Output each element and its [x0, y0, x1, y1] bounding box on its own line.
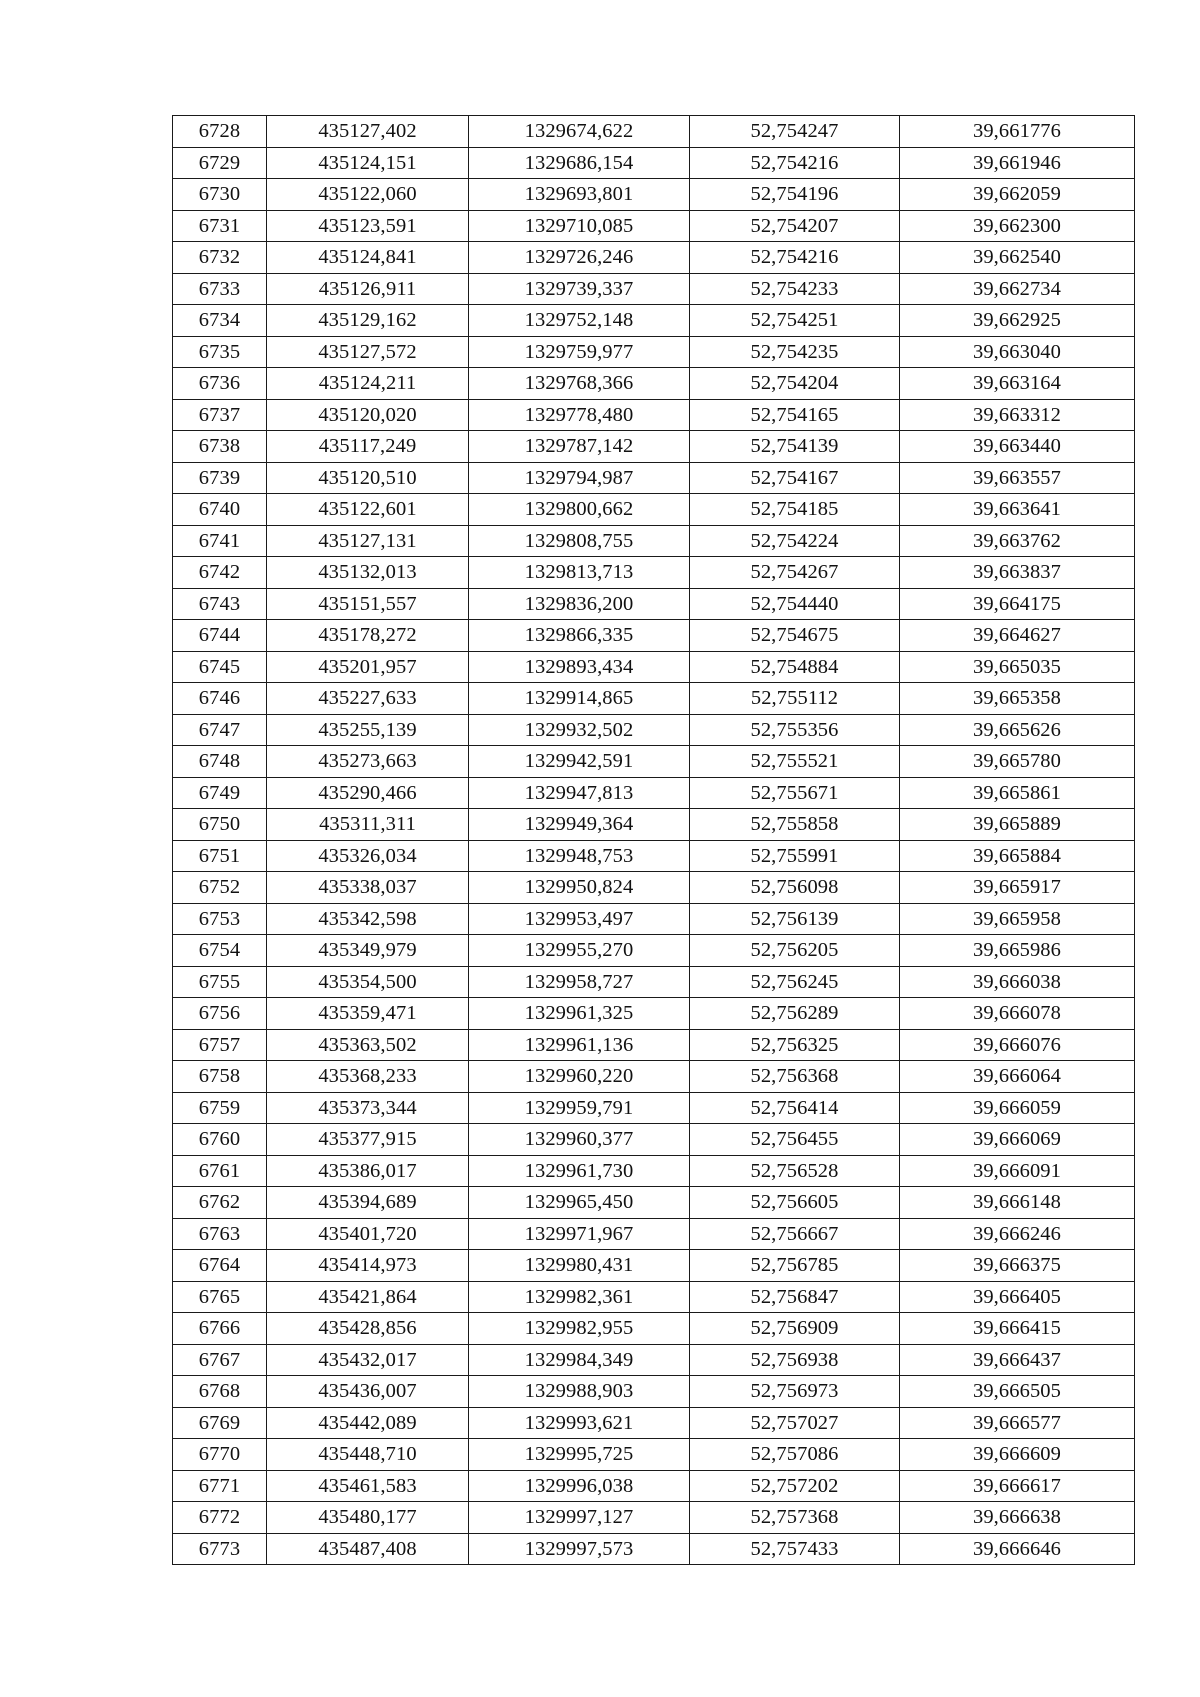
point-number-cell: 6751 [173, 840, 267, 872]
x-coordinate-cell: 435421,864 [267, 1281, 469, 1313]
y-coordinate-cell: 1329808,755 [469, 525, 690, 557]
latitude-cell: 52,756205 [690, 935, 900, 967]
longitude-cell: 39,666246 [900, 1218, 1135, 1250]
y-coordinate-cell: 1329996,038 [469, 1470, 690, 1502]
table-row [173, 872, 1135, 904]
latitude-cell: 52,757433 [690, 1533, 900, 1565]
y-coordinate-cell: 1329997,573 [469, 1533, 690, 1565]
table-row [173, 588, 1135, 620]
y-coordinate-cell: 1329965,450 [469, 1187, 690, 1219]
latitude-cell: 52,754224 [690, 525, 900, 557]
point-number-cell: 6742 [173, 557, 267, 589]
y-coordinate-cell: 1329866,335 [469, 620, 690, 652]
point-number-cell: 6764 [173, 1250, 267, 1282]
x-coordinate-cell: 435377,915 [267, 1124, 469, 1156]
longitude-cell: 39,663164 [900, 368, 1135, 400]
x-coordinate-cell: 435151,557 [267, 588, 469, 620]
longitude-cell: 39,663837 [900, 557, 1135, 589]
latitude-cell: 52,756528 [690, 1155, 900, 1187]
x-coordinate-cell: 435127,572 [267, 336, 469, 368]
y-coordinate-cell: 1329980,431 [469, 1250, 690, 1282]
table-row [173, 1092, 1135, 1124]
longitude-cell: 39,664627 [900, 620, 1135, 652]
table-row [173, 683, 1135, 715]
point-number-cell: 6729 [173, 147, 267, 179]
y-coordinate-cell: 1329961,325 [469, 998, 690, 1030]
latitude-cell: 52,754167 [690, 462, 900, 494]
table-row [173, 210, 1135, 242]
point-number-cell: 6749 [173, 777, 267, 809]
x-coordinate-cell: 435487,408 [267, 1533, 469, 1565]
latitude-cell: 52,754207 [690, 210, 900, 242]
latitude-cell: 52,755671 [690, 777, 900, 809]
longitude-cell: 39,666059 [900, 1092, 1135, 1124]
y-coordinate-cell: 1329960,220 [469, 1061, 690, 1093]
y-coordinate-cell: 1329955,270 [469, 935, 690, 967]
latitude-cell: 52,757086 [690, 1439, 900, 1471]
y-coordinate-cell: 1329836,200 [469, 588, 690, 620]
x-coordinate-cell: 435394,689 [267, 1187, 469, 1219]
point-number-cell: 6746 [173, 683, 267, 715]
point-number-cell: 6748 [173, 746, 267, 778]
longitude-cell: 39,663557 [900, 462, 1135, 494]
x-coordinate-cell: 435359,471 [267, 998, 469, 1030]
longitude-cell: 39,666076 [900, 1029, 1135, 1061]
point-number-cell: 6755 [173, 966, 267, 998]
y-coordinate-cell: 1329710,085 [469, 210, 690, 242]
point-number-cell: 6728 [173, 116, 267, 148]
longitude-cell: 39,663641 [900, 494, 1135, 526]
x-coordinate-cell: 435120,020 [267, 399, 469, 431]
latitude-cell: 52,754440 [690, 588, 900, 620]
latitude-cell: 52,756368 [690, 1061, 900, 1093]
point-number-cell: 6757 [173, 1029, 267, 1061]
point-number-cell: 6741 [173, 525, 267, 557]
longitude-cell: 39,666609 [900, 1439, 1135, 1471]
point-number-cell: 6750 [173, 809, 267, 841]
longitude-cell: 39,666505 [900, 1376, 1135, 1408]
y-coordinate-cell: 1329959,791 [469, 1092, 690, 1124]
latitude-cell: 52,755112 [690, 683, 900, 715]
latitude-cell: 52,756973 [690, 1376, 900, 1408]
longitude-cell: 39,665780 [900, 746, 1135, 778]
table-row [173, 966, 1135, 998]
y-coordinate-cell: 1329948,753 [469, 840, 690, 872]
x-coordinate-cell: 435442,089 [267, 1407, 469, 1439]
table-row [173, 1407, 1135, 1439]
point-number-cell: 6745 [173, 651, 267, 683]
point-number-cell: 6773 [173, 1533, 267, 1565]
table-row [173, 620, 1135, 652]
y-coordinate-cell: 1329914,865 [469, 683, 690, 715]
y-coordinate-cell: 1329942,591 [469, 746, 690, 778]
table-row [173, 1061, 1135, 1093]
latitude-cell: 52,754165 [690, 399, 900, 431]
latitude-cell: 52,756667 [690, 1218, 900, 1250]
latitude-cell: 52,754235 [690, 336, 900, 368]
y-coordinate-cell: 1329993,621 [469, 1407, 690, 1439]
x-coordinate-cell: 435124,211 [267, 368, 469, 400]
latitude-cell: 52,756909 [690, 1313, 900, 1345]
latitude-cell: 52,754204 [690, 368, 900, 400]
table-row [173, 809, 1135, 841]
y-coordinate-cell: 1329794,987 [469, 462, 690, 494]
x-coordinate-cell: 435349,979 [267, 935, 469, 967]
longitude-cell: 39,661946 [900, 147, 1135, 179]
table-row [173, 494, 1135, 526]
latitude-cell: 52,754216 [690, 147, 900, 179]
point-number-cell: 6772 [173, 1502, 267, 1534]
table-row [173, 651, 1135, 683]
table-row [173, 777, 1135, 809]
y-coordinate-cell: 1329950,824 [469, 872, 690, 904]
table-row [173, 1155, 1135, 1187]
x-coordinate-cell: 435126,911 [267, 273, 469, 305]
table-row [173, 305, 1135, 337]
longitude-cell: 39,665986 [900, 935, 1135, 967]
latitude-cell: 52,756098 [690, 872, 900, 904]
table-row [173, 368, 1135, 400]
y-coordinate-cell: 1329778,480 [469, 399, 690, 431]
point-number-cell: 6756 [173, 998, 267, 1030]
longitude-cell: 39,662059 [900, 179, 1135, 211]
point-number-cell: 6737 [173, 399, 267, 431]
y-coordinate-cell: 1329768,366 [469, 368, 690, 400]
table-row [173, 147, 1135, 179]
x-coordinate-cell: 435120,510 [267, 462, 469, 494]
x-coordinate-cell: 435342,598 [267, 903, 469, 935]
x-coordinate-cell: 435311,311 [267, 809, 469, 841]
x-coordinate-cell: 435363,502 [267, 1029, 469, 1061]
table-row [173, 557, 1135, 589]
point-number-cell: 6759 [173, 1092, 267, 1124]
x-coordinate-cell: 435124,151 [267, 147, 469, 179]
table-row [173, 1250, 1135, 1282]
longitude-cell: 39,662300 [900, 210, 1135, 242]
x-coordinate-cell: 435401,720 [267, 1218, 469, 1250]
latitude-cell: 52,756139 [690, 903, 900, 935]
table-row [173, 1533, 1135, 1565]
y-coordinate-cell: 1329932,502 [469, 714, 690, 746]
y-coordinate-cell: 1329961,136 [469, 1029, 690, 1061]
point-number-cell: 6753 [173, 903, 267, 935]
point-number-cell: 6752 [173, 872, 267, 904]
longitude-cell: 39,666415 [900, 1313, 1135, 1345]
x-coordinate-cell: 435117,249 [267, 431, 469, 463]
table-row [173, 431, 1135, 463]
longitude-cell: 39,665958 [900, 903, 1135, 935]
point-number-cell: 6731 [173, 210, 267, 242]
y-coordinate-cell: 1329813,713 [469, 557, 690, 589]
longitude-cell: 39,666638 [900, 1502, 1135, 1534]
x-coordinate-cell: 435123,591 [267, 210, 469, 242]
table-row [173, 336, 1135, 368]
latitude-cell: 52,754267 [690, 557, 900, 589]
latitude-cell: 52,757027 [690, 1407, 900, 1439]
x-coordinate-cell: 435129,162 [267, 305, 469, 337]
table-row [173, 1187, 1135, 1219]
x-coordinate-cell: 435127,131 [267, 525, 469, 557]
latitude-cell: 52,754233 [690, 273, 900, 305]
point-number-cell: 6761 [173, 1155, 267, 1187]
x-coordinate-cell: 435448,710 [267, 1439, 469, 1471]
latitude-cell: 52,757202 [690, 1470, 900, 1502]
table-row [173, 1124, 1135, 1156]
table-row [173, 1218, 1135, 1250]
point-number-cell: 6730 [173, 179, 267, 211]
y-coordinate-cell: 1329958,727 [469, 966, 690, 998]
x-coordinate-cell: 435480,177 [267, 1502, 469, 1534]
x-coordinate-cell: 435178,272 [267, 620, 469, 652]
y-coordinate-cell: 1329726,246 [469, 242, 690, 274]
x-coordinate-cell: 435436,007 [267, 1376, 469, 1408]
table-row [173, 273, 1135, 305]
point-number-cell: 6771 [173, 1470, 267, 1502]
longitude-cell: 39,663312 [900, 399, 1135, 431]
longitude-cell: 39,666617 [900, 1470, 1135, 1502]
longitude-cell: 39,662925 [900, 305, 1135, 337]
x-coordinate-cell: 435428,856 [267, 1313, 469, 1345]
point-number-cell: 6767 [173, 1344, 267, 1376]
y-coordinate-cell: 1329995,725 [469, 1439, 690, 1471]
point-number-cell: 6769 [173, 1407, 267, 1439]
x-coordinate-cell: 435386,017 [267, 1155, 469, 1187]
y-coordinate-cell: 1329693,801 [469, 179, 690, 211]
y-coordinate-cell: 1329997,127 [469, 1502, 690, 1534]
x-coordinate-cell: 435368,233 [267, 1061, 469, 1093]
y-coordinate-cell: 1329752,148 [469, 305, 690, 337]
x-coordinate-cell: 435373,344 [267, 1092, 469, 1124]
longitude-cell: 39,662734 [900, 273, 1135, 305]
longitude-cell: 39,666091 [900, 1155, 1135, 1187]
latitude-cell: 52,757368 [690, 1502, 900, 1534]
latitude-cell: 52,756785 [690, 1250, 900, 1282]
point-number-cell: 6760 [173, 1124, 267, 1156]
y-coordinate-cell: 1329960,377 [469, 1124, 690, 1156]
x-coordinate-cell: 435122,060 [267, 179, 469, 211]
point-number-cell: 6739 [173, 462, 267, 494]
point-number-cell: 6765 [173, 1281, 267, 1313]
table-row [173, 1376, 1135, 1408]
y-coordinate-cell: 1329947,813 [469, 777, 690, 809]
latitude-cell: 52,756245 [690, 966, 900, 998]
table-row [173, 1344, 1135, 1376]
y-coordinate-cell: 1329893,434 [469, 651, 690, 683]
point-number-cell: 6768 [173, 1376, 267, 1408]
latitude-cell: 52,754247 [690, 116, 900, 148]
latitude-cell: 52,755521 [690, 746, 900, 778]
longitude-cell: 39,666437 [900, 1344, 1135, 1376]
x-coordinate-cell: 435290,466 [267, 777, 469, 809]
table-row [173, 903, 1135, 935]
x-coordinate-cell: 435273,663 [267, 746, 469, 778]
table-row [173, 116, 1135, 148]
y-coordinate-cell: 1329984,349 [469, 1344, 690, 1376]
latitude-cell: 52,754185 [690, 494, 900, 526]
point-number-cell: 6744 [173, 620, 267, 652]
latitude-cell: 52,756938 [690, 1344, 900, 1376]
latitude-cell: 52,755858 [690, 809, 900, 841]
y-coordinate-cell: 1329800,662 [469, 494, 690, 526]
y-coordinate-cell: 1329953,497 [469, 903, 690, 935]
point-number-cell: 6733 [173, 273, 267, 305]
longitude-cell: 39,662540 [900, 242, 1135, 274]
latitude-cell: 52,754884 [690, 651, 900, 683]
longitude-cell: 39,666069 [900, 1124, 1135, 1156]
longitude-cell: 39,665889 [900, 809, 1135, 841]
point-number-cell: 6762 [173, 1187, 267, 1219]
y-coordinate-cell: 1329971,967 [469, 1218, 690, 1250]
x-coordinate-cell: 435201,957 [267, 651, 469, 683]
latitude-cell: 52,756325 [690, 1029, 900, 1061]
x-coordinate-cell: 435132,013 [267, 557, 469, 589]
y-coordinate-cell: 1329982,955 [469, 1313, 690, 1345]
latitude-cell: 52,754251 [690, 305, 900, 337]
table-row [173, 1029, 1135, 1061]
table-row [173, 998, 1135, 1030]
y-coordinate-cell: 1329759,977 [469, 336, 690, 368]
y-coordinate-cell: 1329988,903 [469, 1376, 690, 1408]
latitude-cell: 52,754675 [690, 620, 900, 652]
point-number-cell: 6747 [173, 714, 267, 746]
latitude-cell: 52,756289 [690, 998, 900, 1030]
point-number-cell: 6740 [173, 494, 267, 526]
longitude-cell: 39,663040 [900, 336, 1135, 368]
table-row [173, 242, 1135, 274]
x-coordinate-cell: 435461,583 [267, 1470, 469, 1502]
longitude-cell: 39,666646 [900, 1533, 1135, 1565]
table-row [173, 462, 1135, 494]
point-number-cell: 6766 [173, 1313, 267, 1345]
longitude-cell: 39,665884 [900, 840, 1135, 872]
table-row [173, 1470, 1135, 1502]
longitude-cell: 39,665626 [900, 714, 1135, 746]
y-coordinate-cell: 1329674,622 [469, 116, 690, 148]
latitude-cell: 52,754196 [690, 179, 900, 211]
point-number-cell: 6754 [173, 935, 267, 967]
longitude-cell: 39,666375 [900, 1250, 1135, 1282]
point-number-cell: 6738 [173, 431, 267, 463]
latitude-cell: 52,756414 [690, 1092, 900, 1124]
point-number-cell: 6735 [173, 336, 267, 368]
y-coordinate-cell: 1329961,730 [469, 1155, 690, 1187]
table-row [173, 1502, 1135, 1534]
table-row [173, 935, 1135, 967]
table-row [173, 1281, 1135, 1313]
latitude-cell: 52,755356 [690, 714, 900, 746]
longitude-cell: 39,666038 [900, 966, 1135, 998]
longitude-cell: 39,666405 [900, 1281, 1135, 1313]
table-row [173, 714, 1135, 746]
x-coordinate-cell: 435414,973 [267, 1250, 469, 1282]
x-coordinate-cell: 435432,017 [267, 1344, 469, 1376]
point-number-cell: 6763 [173, 1218, 267, 1250]
x-coordinate-cell: 435227,633 [267, 683, 469, 715]
table-row [173, 525, 1135, 557]
coordinates-table [172, 115, 1135, 1565]
point-number-cell: 6732 [173, 242, 267, 274]
y-coordinate-cell: 1329686,154 [469, 147, 690, 179]
longitude-cell: 39,665035 [900, 651, 1135, 683]
longitude-cell: 39,666148 [900, 1187, 1135, 1219]
x-coordinate-cell: 435255,139 [267, 714, 469, 746]
point-number-cell: 6734 [173, 305, 267, 337]
longitude-cell: 39,665358 [900, 683, 1135, 715]
x-coordinate-cell: 435326,034 [267, 840, 469, 872]
y-coordinate-cell: 1329787,142 [469, 431, 690, 463]
x-coordinate-cell: 435124,841 [267, 242, 469, 274]
longitude-cell: 39,661776 [900, 116, 1135, 148]
y-coordinate-cell: 1329949,364 [469, 809, 690, 841]
x-coordinate-cell: 435354,500 [267, 966, 469, 998]
longitude-cell: 39,666577 [900, 1407, 1135, 1439]
latitude-cell: 52,754139 [690, 431, 900, 463]
coordinates-table-body [173, 116, 1135, 1565]
table-row [173, 840, 1135, 872]
latitude-cell: 52,754216 [690, 242, 900, 274]
point-number-cell: 6770 [173, 1439, 267, 1471]
table-row [173, 399, 1135, 431]
longitude-cell: 39,663762 [900, 525, 1135, 557]
point-number-cell: 6758 [173, 1061, 267, 1093]
table-row [173, 1313, 1135, 1345]
table-row [173, 1439, 1135, 1471]
latitude-cell: 52,756455 [690, 1124, 900, 1156]
longitude-cell: 39,665917 [900, 872, 1135, 904]
y-coordinate-cell: 1329739,337 [469, 273, 690, 305]
latitude-cell: 52,755991 [690, 840, 900, 872]
y-coordinate-cell: 1329982,361 [469, 1281, 690, 1313]
longitude-cell: 39,663440 [900, 431, 1135, 463]
table-row [173, 179, 1135, 211]
longitude-cell: 39,665861 [900, 777, 1135, 809]
longitude-cell: 39,666078 [900, 998, 1135, 1030]
x-coordinate-cell: 435338,037 [267, 872, 469, 904]
longitude-cell: 39,664175 [900, 588, 1135, 620]
latitude-cell: 52,756605 [690, 1187, 900, 1219]
point-number-cell: 6743 [173, 588, 267, 620]
x-coordinate-cell: 435127,402 [267, 116, 469, 148]
table-row [173, 746, 1135, 778]
x-coordinate-cell: 435122,601 [267, 494, 469, 526]
longitude-cell: 39,666064 [900, 1061, 1135, 1093]
point-number-cell: 6736 [173, 368, 267, 400]
latitude-cell: 52,756847 [690, 1281, 900, 1313]
